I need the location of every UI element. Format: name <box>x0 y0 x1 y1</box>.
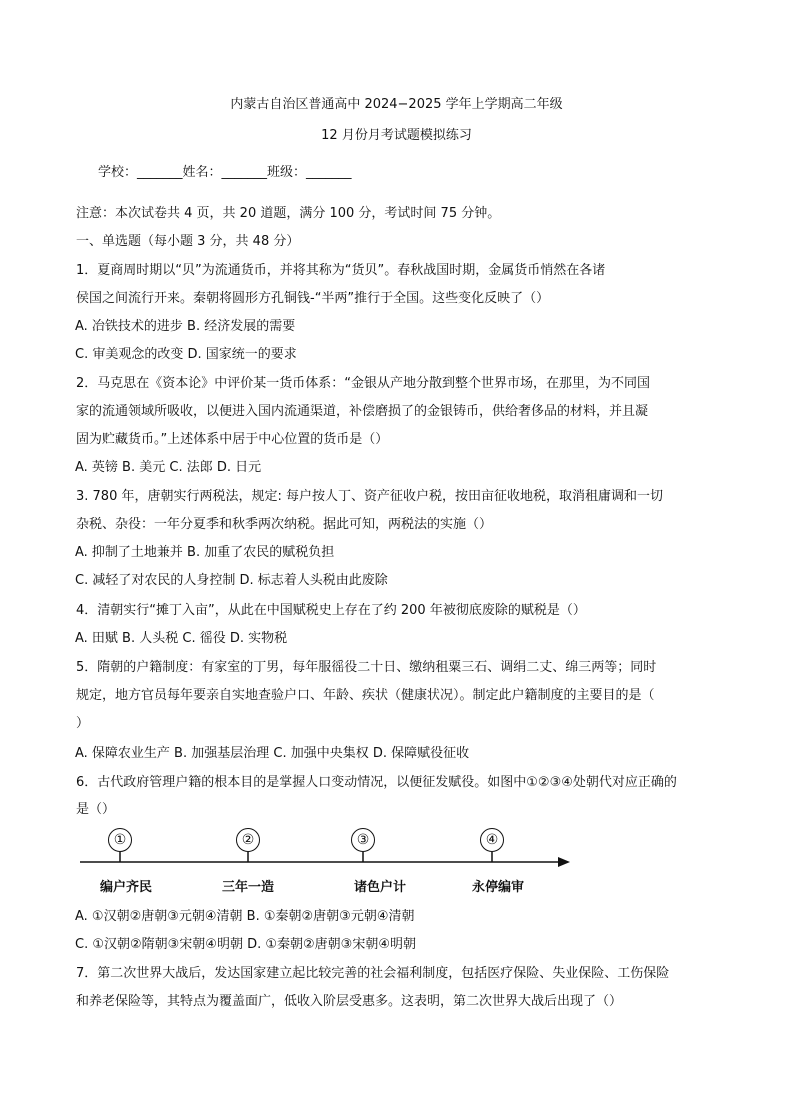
q2-stem-line2: 家的流通领域所吸收，以便进入国内流通渠道，补偿磨损了的金银铸币，供给奢侈品的材料，并且凝 <box>76 404 649 419</box>
q5-stem-line1: 5．隋朝的户籍制度：有家室的丁男，每年服徭役二十日、缴纳租粟三石、调绢二丈、绵三两等；同时 <box>76 660 657 675</box>
timeline-label-4: 永停编审 <box>471 880 525 895</box>
q4-stem: 4．清朝实行“摊丁入亩”，从此在中国赋税史上存在了约 200 年被彻底废除的赋税是（） <box>76 603 586 618</box>
q1-stem-line1: 1．夏商周时期以“贝”为流通货币，并将其称为“货贝”。春秋战国时期，金属货币悄然在各诸 <box>76 263 606 278</box>
instructions: 注意：本次试卷共 4 页，共 20 道题，满分 100 分，考试时间 75 分钟。 <box>76 206 501 221</box>
q3-options-ab: A. 抑制了土地兼并 B. 加重了农民的赋税负担 <box>75 545 335 560</box>
timeline-marker-1: ① <box>108 828 132 852</box>
q3-options-cd: C. 减轻了对农民的人身控制 D. 标志着人头税由此废除 <box>75 573 388 588</box>
q6-options-ab: A. ①汉朝②唐朝③元朝④清朝 B. ①秦朝②唐朝③元朝④清朝 <box>75 909 415 924</box>
timeline-marker-2: ② <box>236 828 260 852</box>
q4-options: A. 田赋 B. 人头税 C. 徭役 D. 实物税 <box>75 631 288 646</box>
q2-stem-line3: 固为贮藏货币。”上述体系中居于中心位置的货币是（） <box>76 432 389 447</box>
q5-stem-line2: 规定，地方官员每年要亲自实地查验户口、年龄、疾状（健康状况）。制定此户籍制度的主要目的是（ <box>76 688 655 703</box>
q3-stem-line1: 3. 780 年，唐朝实行两税法，规定: 每户按人丁、资产征收户税，按田亩征收地税，取消租庸调和一切 <box>76 489 663 504</box>
dynasty-timeline <box>78 826 578 896</box>
q6-options-cd: C. ①汉朝②隋朝③宋朝④明朝 D. ①秦朝②唐朝③宋朝④明朝 <box>75 937 416 952</box>
exam-title: 内蒙古自治区普通高中 2024−2025 学年上学期高二年级 <box>230 97 563 112</box>
q6-stem-line1: 6．古代政府管理户籍的根本目的是掌握人口变动情况，以便征发赋役。如图中①②③④处朝代对应正确的 <box>76 775 677 790</box>
timeline-marker-4: ④ <box>480 828 504 852</box>
section-heading: 一、单选题（每小题 3 分，共 48 分） <box>76 234 300 249</box>
q1-options-cd: C. 审美观念的改变 D. 国家统一的要求 <box>75 347 297 362</box>
student-info: 学校：_______姓名：_______班级：_______ <box>98 165 352 180</box>
q5-options: A. 保障农业生产 B. 加强基层治理 C. 加强中央集权 D. 保障赋役征收 <box>75 746 470 761</box>
q7-stem-line2: 和养老保险等，其特点为覆盖面广，低收入阶层受惠多。这表明，第二次世界大战后出现了（） <box>76 994 623 1009</box>
q1-options-ab: A. 冶铁技术的进步 B. 经济发展的需要 <box>75 319 296 334</box>
timeline-label-3: 诸色户计 <box>353 880 407 895</box>
q5-stem-line3: ） <box>76 716 90 731</box>
q7-stem-line1: 7．第二次世界大战后，发达国家建立起比较完善的社会福利制度，包括医疗保险、失业保险、工伤保险 <box>76 966 670 981</box>
timeline-axis <box>78 826 578 876</box>
q2-options: A. 英镑 B. 美元 C. 法郎 D. 日元 <box>75 460 262 475</box>
timeline-label-1: 编户齐民 <box>99 880 153 895</box>
timeline-marker-3: ③ <box>351 828 375 852</box>
q6-stem-line2: 是（） <box>76 802 116 817</box>
exam-subtitle: 12 月份月考试题模拟练习 <box>321 128 472 143</box>
timeline-label-2: 三年一造 <box>221 880 275 895</box>
q3-stem-line2: 杂税、杂役：一年分夏季和秋季两次纳税。据此可知，两税法的实施（） <box>76 517 493 532</box>
q2-stem-line1: 2．马克思在《资本论》中评价某一货币体系：“金银从产地分散到整个世界市场，在那里，为不同国 <box>76 376 651 391</box>
q1-stem-line2: 侯国之间流行开来。秦朝将圆形方孔铜钱-“半两”推行于全国。这些变化反映了（） <box>76 291 550 306</box>
